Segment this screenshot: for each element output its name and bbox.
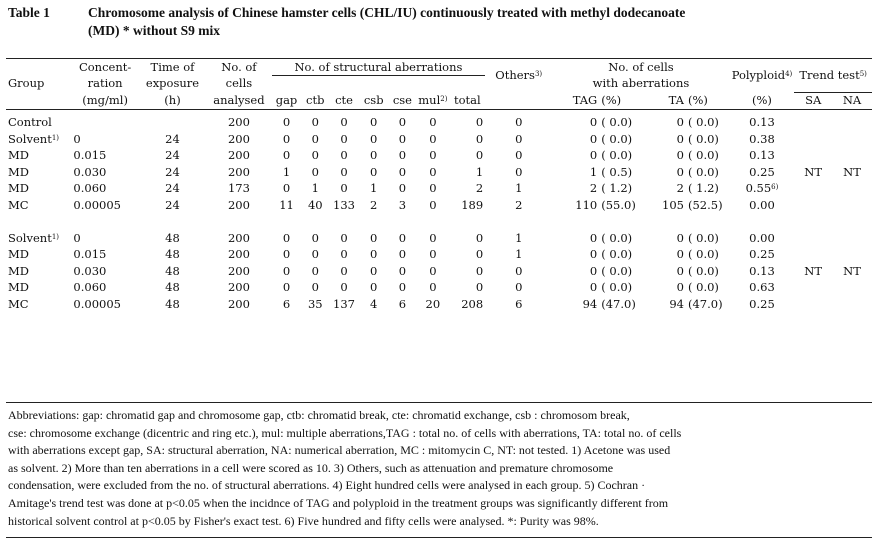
cell-others: 0 <box>515 263 523 278</box>
header-cells: cells <box>225 76 253 91</box>
cell-time <box>139 115 206 132</box>
cell-cte: 0 <box>340 148 348 163</box>
cell-ta-pct: ( 0.0) <box>687 148 719 163</box>
cell-csb: 2 <box>370 197 378 212</box>
cell-poly: 0.25 <box>749 164 775 179</box>
cell-gap: 0 <box>282 181 291 196</box>
cell-total: 0 <box>475 280 484 295</box>
footnote-line: Abbreviations: gap: chromatid gap and chromosome gap, ctb: chromatid break, cte: chromatid exchange, csb : chromosom break, <box>8 408 630 422</box>
table-row <box>6 296 872 313</box>
cell-total: 0 <box>475 247 484 262</box>
header-withab: No. of cells <box>608 59 674 74</box>
cell-poly: 0.13 <box>749 263 775 278</box>
cell-csb: 0 <box>370 247 378 262</box>
cell-ta: 0 <box>676 115 684 130</box>
cell-conc: 0.060 <box>73 280 107 295</box>
cell-mul: 0 <box>429 230 437 245</box>
cell-ta: 94 <box>669 296 684 311</box>
footnote-line: cse: chromosome exchange (dicentric and ring etc.), mul: multiple aberrations,TAG : total no. of cells with aberrations, TA: total no. of cells <box>8 425 682 440</box>
cell-cte: 0 <box>340 181 348 196</box>
cell-csb: 0 <box>370 148 378 163</box>
cell-cells: 200 <box>227 230 250 245</box>
cell-cse: 0 <box>398 131 407 146</box>
footnote-line: historical solvent control at p<0.05 by Fisher's exact test. 6) Five hundred and fifty cells were analysed. *: Purity was 98%. <box>8 513 599 528</box>
cell-gap: 0 <box>282 148 291 163</box>
header-mul: mul$^{2)}$ <box>418 92 448 107</box>
cell-tag-pct: ( 0.5) <box>601 164 633 179</box>
cell-cells: 200 <box>227 148 250 163</box>
header-polyploid: Polyploid$^{4)}$ <box>731 68 793 82</box>
cell-gap: 6 <box>282 296 291 311</box>
table-row <box>6 131 872 148</box>
header-group: Group <box>8 76 45 91</box>
cell-mul: 0 <box>429 197 437 212</box>
table-row <box>6 263 872 280</box>
cell-na <box>832 247 872 264</box>
cell-others: 6 <box>515 296 523 311</box>
cell-sa <box>794 280 832 297</box>
header-conc: Concent- <box>78 59 132 74</box>
cell-ta-pct: ( 0.0) <box>687 115 719 130</box>
table-row <box>6 230 872 247</box>
table-title-line: Chromosome analysis of Chinese hamster cells (CHL/IU) continuously treated with methyl dodecanoate <box>88 5 686 20</box>
cell-cse: 6 <box>398 296 407 311</box>
header-ta-pct: (%) <box>687 92 708 107</box>
footnotes <box>6 402 872 538</box>
header-total: total <box>453 92 481 107</box>
cell-time: 48 <box>165 230 180 245</box>
cell-cte: 0 <box>340 230 348 245</box>
cell-conc: 0.015 <box>73 247 107 262</box>
cell-cte: 0 <box>340 263 348 278</box>
cell-ctb: 0 <box>311 115 319 130</box>
cell-na: NT <box>843 263 861 278</box>
cell-ta: 105 <box>662 197 684 212</box>
cell-csb: 0 <box>370 115 378 130</box>
cell-ta-pct: (47.0) <box>687 296 723 311</box>
cell-csb: 1 <box>370 181 378 196</box>
table-number: Table 1 <box>8 5 50 20</box>
header-ctb: ctb <box>306 92 325 107</box>
cell-total: 0 <box>475 131 484 146</box>
rows-48h <box>6 230 872 313</box>
cell-tag: 2 <box>589 181 598 196</box>
cell-group: Solvent$^{1)}$ <box>8 230 59 245</box>
table-row <box>6 197 872 214</box>
cell-ta: 0 <box>676 131 684 146</box>
cell-ta-pct: ( 0.0) <box>687 280 719 295</box>
cell-tag-pct: ( 1.2) <box>601 181 633 196</box>
cell-conc: 0.00005 <box>73 197 121 212</box>
cell-cse: 0 <box>398 115 407 130</box>
header-tag: TAG <box>572 92 598 107</box>
cell-mul: 0 <box>429 131 437 146</box>
cell-total: 208 <box>461 296 484 311</box>
cell-gap: 0 <box>282 131 291 146</box>
cell-time: 48 <box>165 247 180 262</box>
header-withab: with aberrations <box>592 76 690 91</box>
cell-group: MD <box>8 280 29 295</box>
cell-time: 24 <box>165 148 180 163</box>
cell-ctb: 0 <box>311 280 319 295</box>
cell-conc: 0.030 <box>73 263 107 278</box>
cell-time: 48 <box>165 296 180 311</box>
cell-time: 48 <box>165 263 180 278</box>
cell-total: 0 <box>475 115 484 130</box>
cell-tag-pct: ( 0.0) <box>601 280 633 295</box>
cell-cells: 200 <box>227 197 250 212</box>
cell-cells: 173 <box>227 181 250 196</box>
cell-others: 0 <box>515 131 523 146</box>
cell-poly: 0.55$^{6)}$ <box>745 181 779 196</box>
cell-others: 0 <box>515 164 523 179</box>
cell-poly: 0.00 <box>749 230 775 245</box>
cell-tag: 1 <box>589 164 598 179</box>
cell-tag-pct: ( 0.0) <box>601 131 633 146</box>
cell-total: 0 <box>475 263 484 278</box>
cell-csb: 0 <box>370 164 378 179</box>
cell-sa <box>794 148 832 165</box>
cell-tag: 0 <box>589 280 598 295</box>
cell-sa: NT <box>804 263 823 278</box>
header-cells: No. of <box>221 59 257 74</box>
cell-sa <box>794 230 832 247</box>
header-ta: TA <box>668 92 684 107</box>
cell-tag: 0 <box>589 115 598 130</box>
cell-tag: 0 <box>589 131 598 146</box>
cell-na <box>832 181 872 198</box>
cell-mul: 0 <box>429 263 437 278</box>
cell-mul: 20 <box>425 296 441 311</box>
cell-mul: 0 <box>429 148 437 163</box>
cell-tag-pct: (47.0) <box>601 296 636 311</box>
cell-ta-pct: ( 0.0) <box>687 247 719 262</box>
footnote-line: as solvent. 2) More than ten aberrations in a cell were scored as 10. 3) Others, such as attenuation and premature chromosome <box>8 460 614 475</box>
cell-na <box>832 197 872 214</box>
cell-mul: 0 <box>429 247 437 262</box>
cell-tag-pct: ( 0.0) <box>601 263 633 278</box>
cell-sa <box>794 115 832 132</box>
cell-gap: 1 <box>282 164 291 179</box>
cell-group: MD <box>8 164 29 179</box>
cell-poly: 0.25 <box>749 247 775 262</box>
cell-conc <box>71 115 138 132</box>
cell-na: NT <box>843 164 861 179</box>
cell-cte: 133 <box>333 197 355 212</box>
footnote-line: Amitage's trend test was done at p<0.05 when the incidnce of TAG and polyploid in the treatment groups was significantly different from <box>8 495 669 510</box>
cell-others: 1 <box>515 230 523 245</box>
cell-others: 0 <box>515 280 523 295</box>
cell-ta-pct: ( 0.0) <box>687 164 719 179</box>
cell-sa: NT <box>804 164 823 179</box>
cell-tag-pct: ( 0.0) <box>601 247 633 262</box>
cell-group: MD <box>8 148 29 163</box>
cell-tag-pct: ( 0.0) <box>601 148 633 163</box>
header-cells: analysed <box>213 92 265 107</box>
cell-mul: 0 <box>429 280 437 295</box>
cell-ctb: 35 <box>307 296 323 311</box>
cell-group: Control <box>8 115 52 130</box>
table-title-line: (MD) * without S9 mix <box>88 23 220 38</box>
cell-cte: 0 <box>340 280 348 295</box>
footnote-line: condensation, were excluded from the no. of structural aberrations. 4) Eight hundred cells were analysed in each group. 5) Cochran · <box>8 478 646 493</box>
cell-ctb: 0 <box>311 164 319 179</box>
cell-ta-pct: ( 0.0) <box>687 263 719 278</box>
cell-csb: 0 <box>370 131 378 146</box>
cell-cells: 200 <box>227 280 250 295</box>
cell-cse: 3 <box>398 197 407 212</box>
cell-ctb: 0 <box>311 230 319 245</box>
cell-na <box>832 148 872 165</box>
table-row <box>6 115 872 132</box>
rows-24h <box>6 115 872 214</box>
cell-time: 24 <box>165 197 180 212</box>
table-row <box>6 164 872 181</box>
cell-group: MD <box>8 263 29 278</box>
cell-total: 189 <box>461 197 484 212</box>
cell-cells: 200 <box>227 131 250 146</box>
cell-group: MC <box>8 296 29 311</box>
cell-cells: 200 <box>227 164 250 179</box>
header-others: Others$^{3)}$ <box>495 68 543 82</box>
cell-conc: 0 <box>73 131 81 146</box>
cell-gap: 0 <box>282 115 291 130</box>
cell-time: 48 <box>165 280 180 295</box>
cell-total: 2 <box>475 181 484 196</box>
cell-ta: 0 <box>676 247 684 262</box>
cell-ta: 0 <box>676 280 684 295</box>
cell-conc: 0 <box>73 230 81 245</box>
cell-cse: 0 <box>398 181 407 196</box>
cell-tag: 0 <box>589 263 598 278</box>
cell-ctb: 0 <box>311 148 319 163</box>
cell-group: MD <box>8 181 29 196</box>
header-sa: SA <box>805 93 822 107</box>
cell-tag-pct: (55.0) <box>601 197 636 212</box>
cell-conc: 0.015 <box>73 148 107 163</box>
cell-sa <box>794 247 832 264</box>
header-na: NA <box>842 93 862 107</box>
header-tag-pct: (%) <box>601 92 622 107</box>
cell-cse: 0 <box>398 263 407 278</box>
footnote-line: with aberrations except gap, SA: structural aberration, NA: numerical aberration, MC : mitomycin C, NT: not tested. 1) Acetone was used <box>8 443 671 458</box>
cell-total: 0 <box>475 148 484 163</box>
header-cse: cse <box>392 92 412 107</box>
header-csb: csb <box>363 92 384 107</box>
cell-cells: 200 <box>227 296 250 311</box>
cell-na <box>832 131 872 148</box>
cell-mul: 0 <box>429 115 437 130</box>
header-time: (h) <box>164 92 181 107</box>
cell-cte: 137 <box>333 296 355 311</box>
header-time: exposure <box>145 76 200 91</box>
cell-cse: 0 <box>398 164 407 179</box>
cell-gap: 0 <box>282 247 291 262</box>
cell-gap: 0 <box>282 230 291 245</box>
cell-group: Solvent$^{1)}$ <box>8 131 59 146</box>
cell-others: 1 <box>515 181 523 196</box>
cell-poly: 0.13 <box>749 148 775 163</box>
cell-total: 1 <box>475 164 484 179</box>
cell-ta-pct: ( 0.0) <box>687 131 719 146</box>
cell-group: MC <box>8 197 29 212</box>
cell-cte: 0 <box>340 247 348 262</box>
cell-tag: 0 <box>589 247 598 262</box>
cell-csb: 0 <box>370 263 378 278</box>
cell-time: 24 <box>165 131 180 146</box>
cell-tag: 94 <box>582 296 598 311</box>
cell-cells: 200 <box>227 263 250 278</box>
cell-tag: 0 <box>589 148 598 163</box>
cell-na <box>832 280 872 297</box>
cell-ta: 0 <box>676 230 684 245</box>
header-trend: Trend test$^{5)}$ <box>794 59 872 92</box>
table-row <box>6 247 872 264</box>
cell-ctb: 0 <box>311 131 319 146</box>
header-time: Time of <box>150 59 195 74</box>
cell-mul: 0 <box>429 181 437 196</box>
header-structural: No. of structural aberrations <box>272 59 486 76</box>
header-conc: (mg/ml) <box>82 92 128 107</box>
cell-others: 1 <box>515 247 523 262</box>
cell-tag-pct: ( 0.0) <box>601 115 633 130</box>
cell-ta-pct: ( 0.0) <box>687 230 719 245</box>
cell-mul: 0 <box>429 164 437 179</box>
table-row <box>6 148 872 165</box>
cell-cse: 0 <box>398 230 407 245</box>
cell-ta-pct: (52.5) <box>687 197 723 212</box>
cell-conc: 0.00005 <box>73 296 121 311</box>
cell-conc: 0.060 <box>73 181 107 196</box>
cell-poly: 0.13 <box>749 115 775 130</box>
cell-total: 0 <box>475 230 484 245</box>
cell-group: MD <box>8 247 29 262</box>
cell-ta: 0 <box>676 148 684 163</box>
cell-poly: 0.00 <box>749 197 775 212</box>
cell-sa <box>794 296 832 313</box>
cell-poly: 0.25 <box>749 296 775 311</box>
header-polyploid-unit: (%) <box>752 92 772 107</box>
cell-others: 0 <box>515 148 523 163</box>
cell-sa <box>794 181 832 198</box>
cell-others: 2 <box>515 197 523 212</box>
cell-ctb: 0 <box>311 247 319 262</box>
cell-poly: 0.63 <box>749 280 775 295</box>
cell-cte: 0 <box>340 131 348 146</box>
cell-ctb: 1 <box>311 181 319 196</box>
cell-na <box>832 230 872 247</box>
cell-tag: 0 <box>589 230 598 245</box>
cell-gap: 11 <box>279 197 294 212</box>
header-conc: ration <box>87 76 123 91</box>
table-row <box>6 181 872 198</box>
cell-cte: 0 <box>340 115 348 130</box>
cell-others: 0 <box>515 115 523 130</box>
cell-ctb: 0 <box>311 263 319 278</box>
cell-ta: 2 <box>676 181 684 196</box>
cell-cse: 0 <box>398 280 407 295</box>
cell-tag-pct: ( 0.0) <box>601 230 633 245</box>
cell-time: 24 <box>165 181 180 196</box>
cell-csb: 0 <box>370 230 378 245</box>
cell-csb: 0 <box>370 280 378 295</box>
cell-cte: 0 <box>340 164 348 179</box>
table-title <box>88 4 878 40</box>
cell-gap: 0 <box>282 280 291 295</box>
cell-sa <box>794 197 832 214</box>
cell-time: 24 <box>165 164 180 179</box>
cell-sa <box>794 131 832 148</box>
cell-csb: 4 <box>370 296 378 311</box>
cell-cse: 0 <box>398 148 407 163</box>
cell-conc: 0.030 <box>73 164 107 179</box>
cell-na <box>832 115 872 132</box>
cell-ta-pct: ( 1.2) <box>687 181 719 196</box>
data-table <box>6 58 872 313</box>
cell-ta: 0 <box>676 164 684 179</box>
cell-gap: 0 <box>282 263 291 278</box>
table-row <box>6 280 872 297</box>
header-gap: gap <box>275 92 298 107</box>
cell-poly: 0.38 <box>749 131 775 146</box>
cell-ta: 0 <box>676 263 684 278</box>
cell-ctb: 40 <box>307 197 323 212</box>
header-cte: cte <box>335 92 353 107</box>
cell-cells: 200 <box>227 115 250 130</box>
cell-cse: 0 <box>398 247 407 262</box>
cell-na <box>832 296 872 313</box>
cell-cells: 200 <box>227 247 250 262</box>
cell-tag: 110 <box>575 197 598 212</box>
